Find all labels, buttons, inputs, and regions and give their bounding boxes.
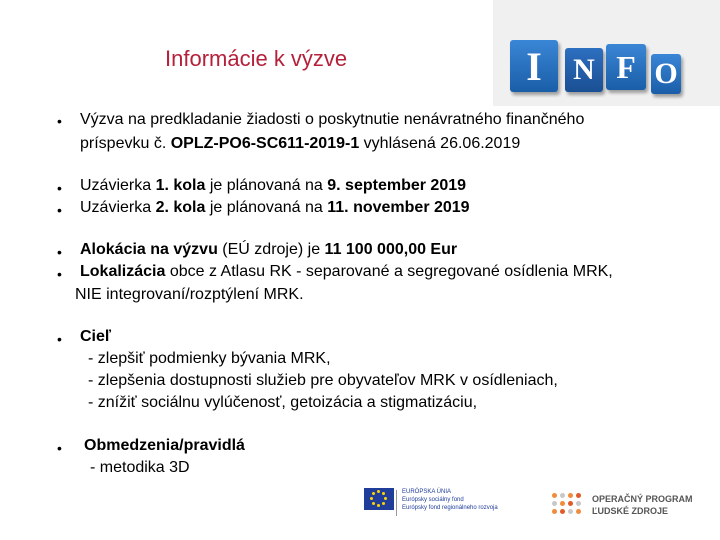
info-letter-i: I xyxy=(510,40,558,92)
goal-label: Cieľ xyxy=(80,328,112,345)
bullet: • xyxy=(57,202,62,218)
deadline-1: Uzávierka 1. kola je plánovaná na 9. september 2019 xyxy=(80,177,467,194)
call-line-1: Výzva na predkladanie žiadosti o poskytnutie nenávratného finančného xyxy=(80,111,585,128)
bullet: • xyxy=(57,113,62,129)
eu-funds-text: EURÓPSKA ÚNIA Európsky sociálny fond Európsky fond regionálneho rozvoja xyxy=(402,489,498,511)
bullet: • xyxy=(57,331,62,347)
goal-item: - znížiť sociálnu vylúčenosť, getoizácia a stigmatizáciu, xyxy=(88,394,478,411)
info-letter-n: N xyxy=(565,48,603,92)
allocation: Alokácia na výzvu (EÚ zdroje) je 11 100 000,00 Eur xyxy=(80,241,458,258)
bullet: • xyxy=(57,266,62,282)
eu-divider xyxy=(396,490,397,516)
page-title: Informácie k výzve xyxy=(165,46,348,71)
goal-item: - zlepšenia dostupnosti služieb pre obyvateľov MRK v osídleniach, xyxy=(88,372,558,389)
bullet: • xyxy=(57,440,62,456)
limits-label: Obmedzenia/pravidlá xyxy=(84,437,245,454)
info-logo xyxy=(493,0,720,106)
localization-line-2: NIE integrovaní/rozptýlení MRK. xyxy=(75,286,304,303)
op-logo-icon xyxy=(550,490,590,520)
limits-item: - metodika 3D xyxy=(90,459,190,476)
call-code: OPLZ-PO6-SC611-2019-1 xyxy=(170,135,360,152)
deadline-2: Uzávierka 2. kola je plánovaná na 11. november 2019 xyxy=(80,199,470,216)
call-line-2: príspevku č. OPLZ-PO6-SC611-2019-1 vyhlásená 26.06.2019 xyxy=(80,135,521,152)
goal-item: - zlepšiť podmienky bývania MRK, xyxy=(88,350,331,367)
eu-flag-icon xyxy=(364,488,394,510)
info-letter-f: F xyxy=(606,44,646,90)
bullet: • xyxy=(57,244,62,260)
bullet: • xyxy=(57,180,62,196)
op-program-text: OPERAČNÝ PROGRAM ĽUDSKÉ ZDROJE xyxy=(592,494,693,516)
localization: Lokalizácia obce z Atlasu RK - separované a segregované osídlenia MRK, xyxy=(80,263,613,280)
info-letter-o: O xyxy=(651,54,681,94)
